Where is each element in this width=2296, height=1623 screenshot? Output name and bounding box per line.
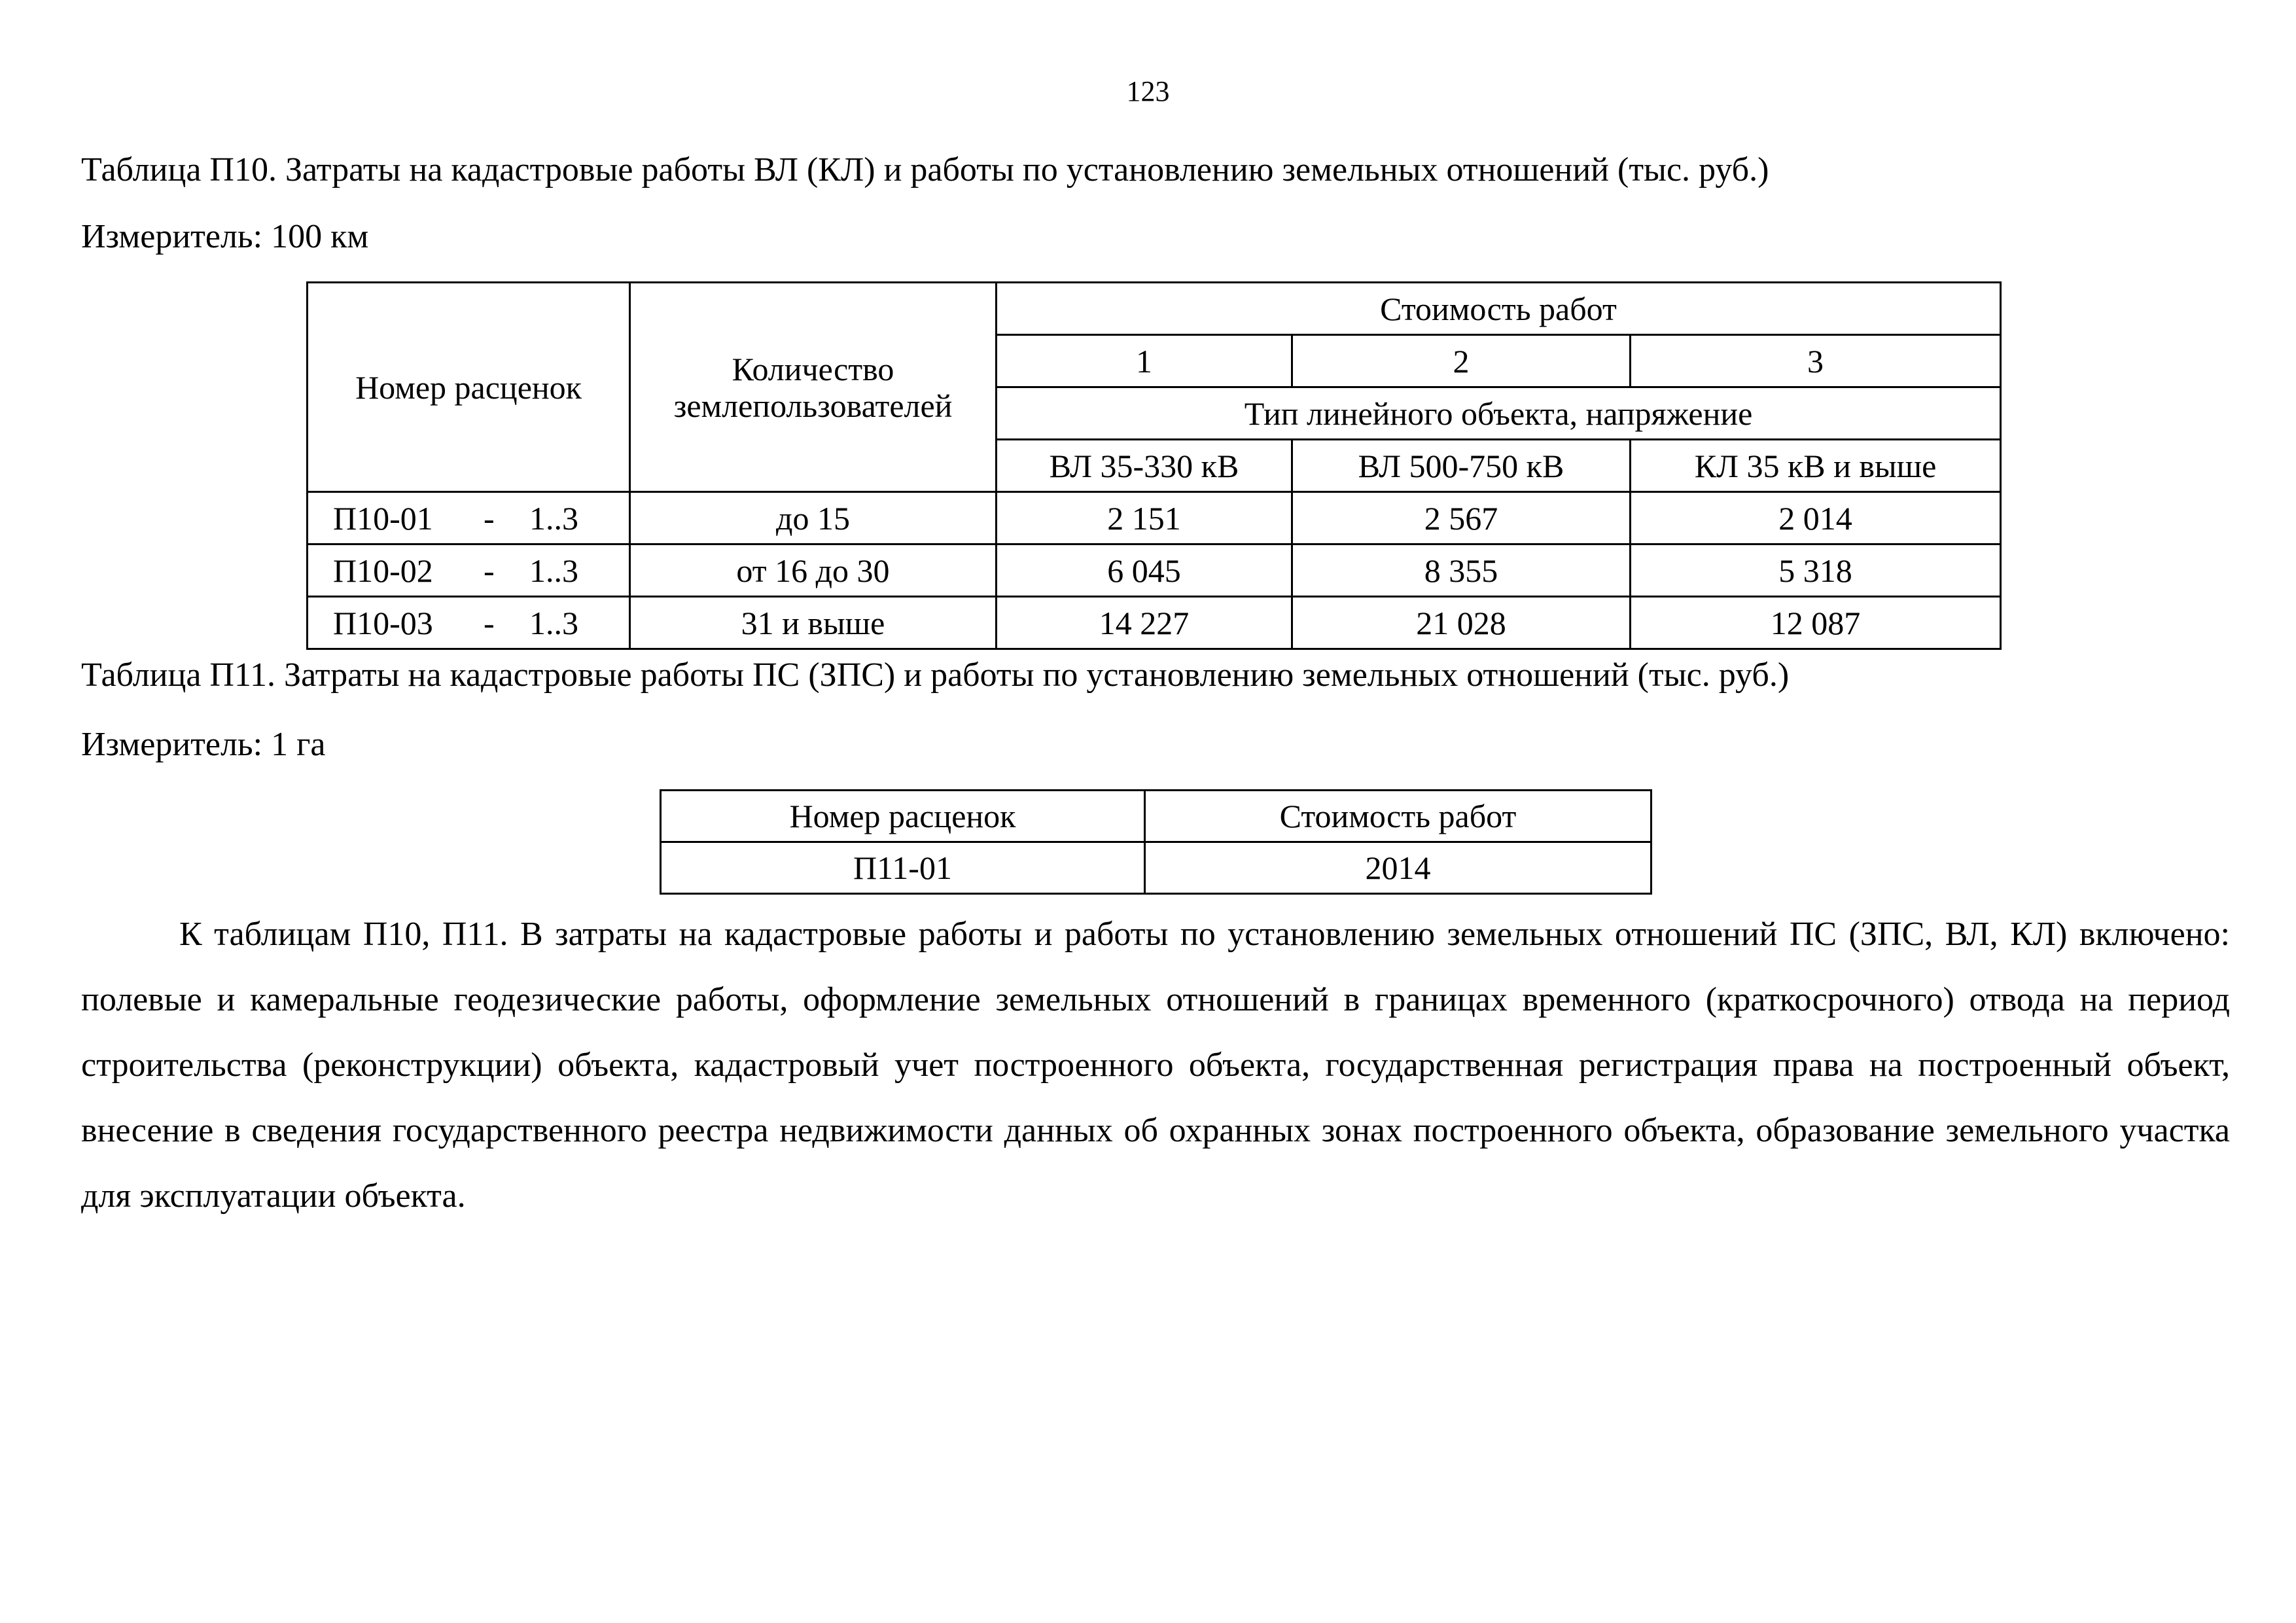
rate-dash: - xyxy=(484,552,495,589)
header-col-number: 1 xyxy=(997,335,1292,387)
rate-number-cell xyxy=(308,597,630,649)
table-p10-unit: Измеритель: 100 км xyxy=(81,218,369,255)
rate-range: 1..3 xyxy=(529,552,578,589)
rate-range: 1..3 xyxy=(529,499,578,537)
landusers-cell: от 16 до 30 xyxy=(630,544,997,597)
cost-cell: 2 014 xyxy=(1631,492,2001,544)
header-type: КЛ 35 кВ и выше xyxy=(1631,440,2001,492)
header-landusers xyxy=(630,283,997,492)
table-p11-caption: Таблица П11. Затраты на кадастровые работы ПС (ЗПС) и работы по установлению земельных отношений (тыс. руб.) xyxy=(81,656,1790,694)
header-type: ВЛ 500-750 кВ xyxy=(1292,440,1631,492)
table-p11 xyxy=(660,789,1652,895)
cost-cell: 2 151 xyxy=(997,492,1292,544)
rate-code: П10-03 xyxy=(333,604,433,641)
header-col-number: 2 xyxy=(1292,335,1631,387)
cost-cell: 8 355 xyxy=(1292,544,1631,597)
table-p10 xyxy=(306,281,2002,650)
header-rate-number: Номер расценок xyxy=(308,283,630,492)
header-col-number: 3 xyxy=(1631,335,2001,387)
rate-number-cell xyxy=(308,492,630,544)
table-row xyxy=(308,597,2001,649)
cost-cell: 2 567 xyxy=(1292,492,1631,544)
rate-code: П11-01 xyxy=(661,842,1145,894)
header-type: ВЛ 35-330 кВ xyxy=(997,440,1292,492)
rate-dash: - xyxy=(484,499,495,537)
table-p10-caption: Таблица П10. Затраты на кадастровые работы ВЛ (КЛ) и работы по установлению земельных отношений (тыс. руб.) xyxy=(81,151,1769,188)
table-row xyxy=(308,492,2001,544)
landusers-cell: 31 и выше xyxy=(630,597,997,649)
header-rate-number: Номер расценок xyxy=(661,791,1145,842)
page-number: 123 xyxy=(1126,75,1170,107)
landusers-cell: до 15 xyxy=(630,492,997,544)
cost-cell: 21 028 xyxy=(1292,597,1631,649)
cost-cell: 14 227 xyxy=(997,597,1292,649)
cost-cell: 6 045 xyxy=(997,544,1292,597)
table-header-row xyxy=(661,791,1651,842)
table-row xyxy=(661,842,1651,894)
cost-cell: 12 087 xyxy=(1631,597,2001,649)
header-cost: Стоимость работ xyxy=(997,283,2001,335)
cost-cell: 5 318 xyxy=(1631,544,2001,597)
rate-code: П10-02 xyxy=(333,552,433,589)
rate-dash: - xyxy=(484,604,495,641)
header-object-type: Тип линейного объекта, напряжение xyxy=(997,387,2001,440)
cost-cell: 2014 xyxy=(1145,842,1651,894)
table-header-row xyxy=(308,283,2001,335)
rate-number-cell xyxy=(308,544,630,597)
rate-code: П10-01 xyxy=(333,499,433,537)
header-landusers-text: Количество землепользователей xyxy=(673,350,953,424)
table-p11-unit: Измеритель: 1 га xyxy=(81,726,326,763)
table-row xyxy=(308,544,2001,597)
rate-range: 1..3 xyxy=(529,604,578,641)
tables-note-paragraph: К таблицам П10, П11. В затраты на кадастровые работы и работы по установлению земельных отношений ПС (ЗПС, ВЛ, КЛ) включено: полевые и камеральные геодезические работы, оформление земельных отношений в границах временного (краткосрочного) отвода на период строительства (реконструкции) объекта, кадастровый учет построенного объекта, государственная регистрация права на построенный объект, внесение в сведения государственного реестра недвижимости данных об охранных зонах построенного объекта, образование земельного участка для эксплуатации объекта. xyxy=(81,916,2230,1215)
header-cost: Стоимость работ xyxy=(1145,791,1651,842)
